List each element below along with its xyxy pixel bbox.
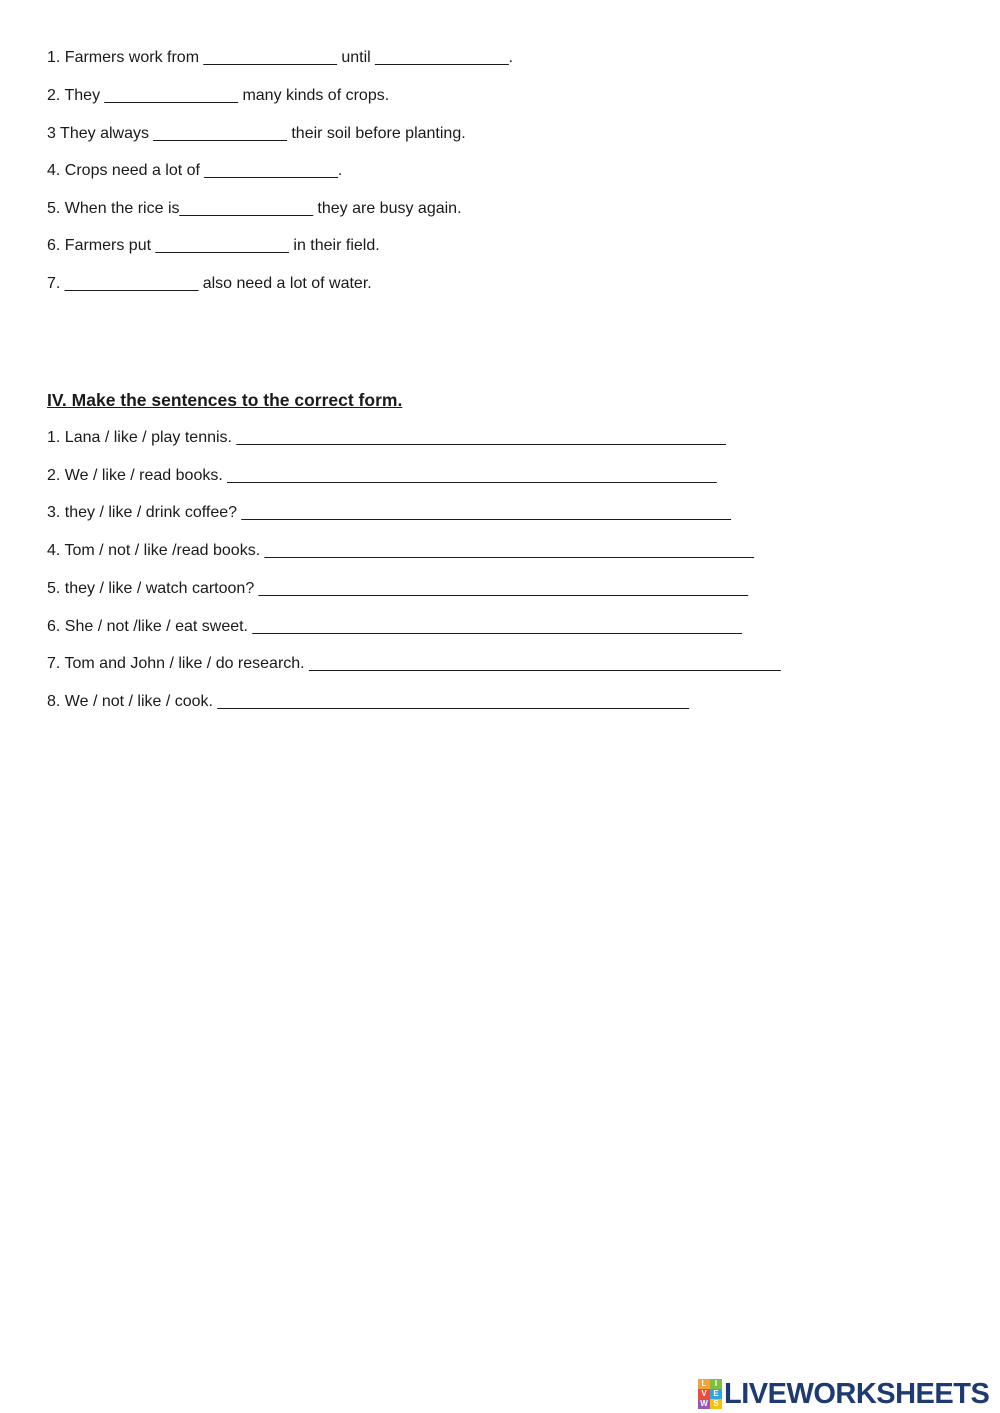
fill-blank-item-3: 3 They always _______________ their soil before planting.: [47, 125, 466, 142]
liveworksheets-logo: [698, 1378, 989, 1410]
fill-blank-item-5: 5. When the rice is_______________ they are busy again.: [47, 200, 462, 217]
sentence-item-8: 8. We / not / like / cook. _____________________________________________________: [47, 693, 690, 710]
logo-mark-icon: L I V E W S: [698, 1379, 722, 1409]
sentence-item-3: 3. they / like / drink coffee? _______________________________________________________: [47, 504, 731, 521]
logo-text: LIVEWORKSHEETS: [724, 1378, 990, 1410]
sentence-item-5: 5. they / like / watch cartoon? _______________________________________________________: [47, 580, 749, 597]
sentence-item-7: 7. Tom and John / like / do research. _____________________________________________________: [47, 655, 781, 672]
sentence-item-2: 2. We / like / read books. _______________________________________________________: [47, 467, 717, 484]
fill-blank-item-6: 6. Farmers put _______________ in their field.: [47, 237, 380, 254]
section-heading: IV. Make the sentences to the correct form.: [47, 390, 403, 410]
fill-blank-item-1: 1. Farmers work from _______________ until _______________.: [47, 49, 514, 66]
sentence-item-4: 4. Tom / not / like /read books. _______________________________________________________: [47, 542, 755, 559]
fill-blank-item-7: 7. _______________ also need a lot of water.: [47, 275, 372, 292]
fill-blank-item-4: 4. Crops need a lot of _______________.: [47, 162, 343, 179]
sentence-item-6: 6. She / not /like / eat sweet. _______________________________________________________: [47, 618, 742, 635]
sentence-item-1: 1. Lana / like / play tennis. _______________________________________________________: [47, 429, 726, 446]
fill-blank-item-2: 2. They _______________ many kinds of crops.: [47, 87, 390, 104]
